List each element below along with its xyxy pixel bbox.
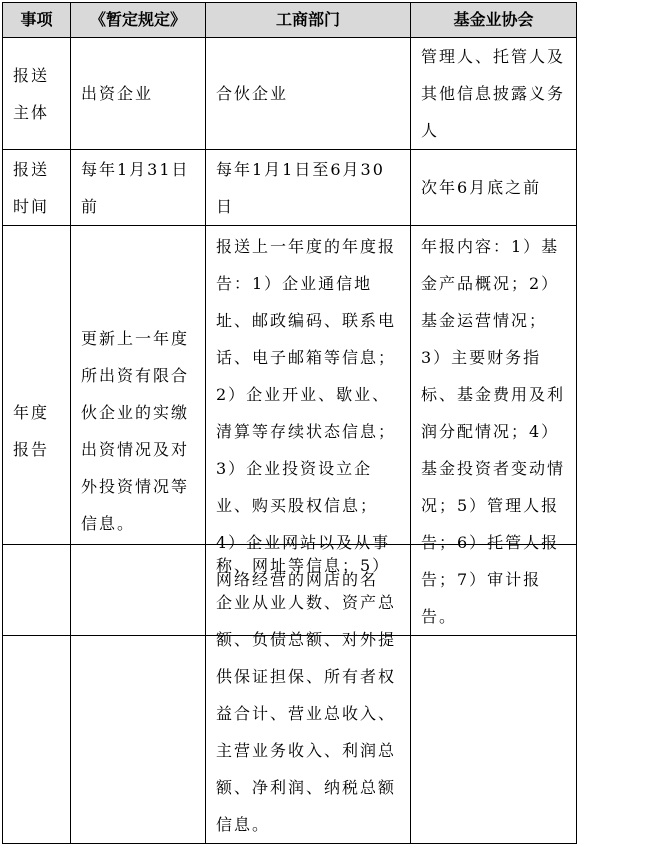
row-reporting-subject-rules: 出资企业 [71,38,206,150]
comparison-table [2,2,577,636]
row-annual-report-aic: 报送上一年度的年度报告：1）企业通信地址、邮政编码、联系电话、电子邮箱等信息；2）企业开业、歇业、清算等存续状态信息；3）企业投资设立企业、购买股权信息；4）企业网站以及从事网络经营的网店的名 [206,226,411,636]
table-row [3,150,577,226]
row-reporting-time-aic: 每年1月1日至6月30日 [206,150,411,226]
header-amac: 基金业协会 [411,3,577,38]
continuation-item [3,545,71,844]
row-reporting-time-item: 报送时间 [3,150,71,226]
continuation-aic: 称、网址等信息；5）企业从业人数、资产总额、负债总额、对外提供保证担保、所有者权益合计、营业总收入、主营业务收入、利润总额、净利润、纳税总额信息。 [206,545,411,844]
header-item: 事项 [3,3,71,38]
table-header-row [3,3,577,38]
row-reporting-subject-aic: 合伙企业 [206,38,411,150]
row-reporting-time-amac: 次年6月底之前 [411,150,577,226]
row-reporting-subject-item: 报送主体 [3,38,71,150]
continuation-rules [71,545,206,844]
continuation-amac [411,545,577,844]
row-reporting-subject-amac: 管理人、托管人及其他信息披露义务人 [411,38,577,150]
table-row [3,545,577,844]
table-row [3,38,577,150]
row-annual-report-rules: 更新上一年度所出资有限合伙企业的实缴出资情况及对外投资情况等信息。 [71,226,206,636]
row-annual-report-amac: 年报内容：1）基金产品概况；2）基金运营情况；3）主要财务指标、基金费用及利润分配情况；4）基金投资者变动情况；5）管理人报告；6）托管人报告；7）审计报告。 [411,226,577,636]
header-interim-rules: 《暂定规定》 [71,3,206,38]
row-annual-report-item: 年度报告 [3,226,71,636]
row-reporting-time-rules: 每年1月31日前 [71,150,206,226]
header-aic: 工商部门 [206,3,411,38]
comparison-table-continuation [2,544,577,844]
